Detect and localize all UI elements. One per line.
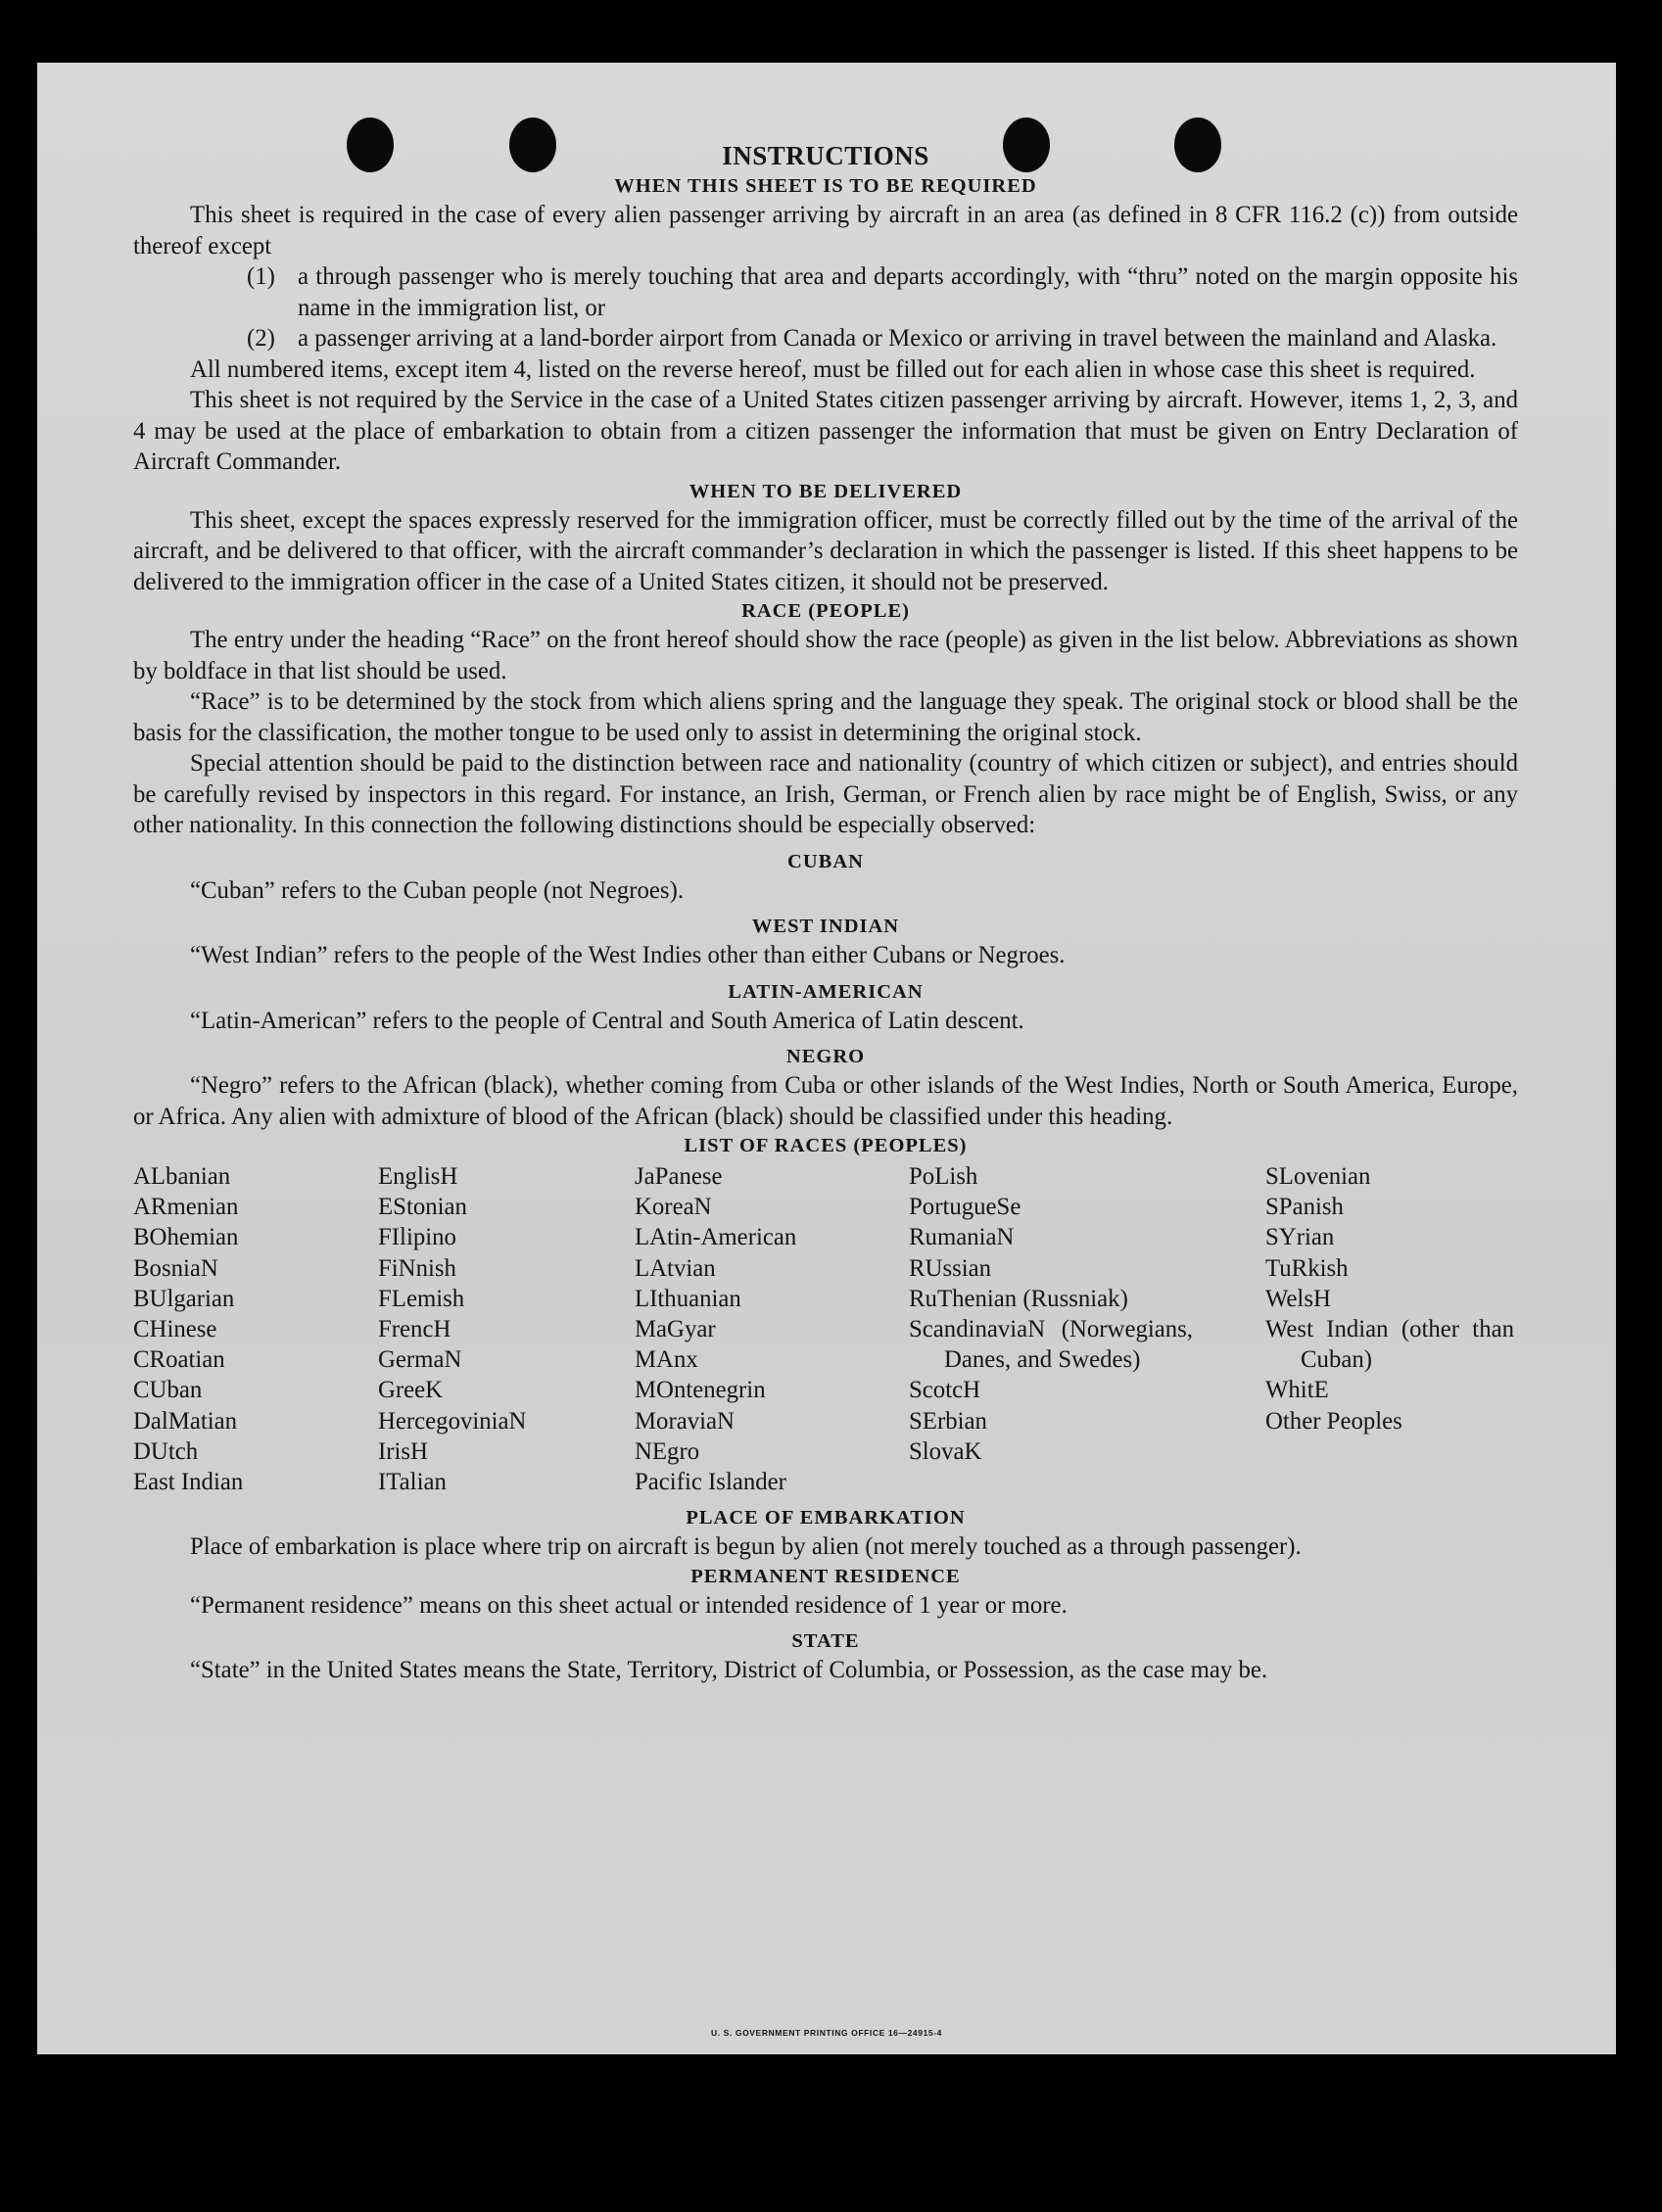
list-item bbox=[133, 261, 1518, 323]
paragraph: Place of embarkation is place where trip on aircraft is begun by alien (not merely touched as a through passenger). bbox=[190, 1533, 1302, 1561]
section-heading-cuban: CUBAN bbox=[787, 850, 864, 872]
race-entry: CHinese bbox=[133, 1316, 217, 1343]
section-heading-embarkation: PLACE OF EMBARKATION bbox=[686, 1507, 966, 1530]
race-entry: RuThenian (Russniak) bbox=[909, 1285, 1128, 1312]
race-entry: West Indian (other than Cuban) bbox=[1265, 1316, 1514, 1374]
race-entry: LAtvian bbox=[635, 1254, 716, 1282]
race-entry: FLemish bbox=[378, 1285, 465, 1312]
race-entry: DUtch bbox=[133, 1437, 199, 1465]
race-entry: PoLish bbox=[909, 1163, 978, 1190]
race-entry: NEgro bbox=[635, 1437, 700, 1465]
race-entry: ScotcH bbox=[909, 1377, 980, 1404]
race-column bbox=[378, 1161, 635, 1497]
race-entry: EnglisH bbox=[378, 1163, 458, 1190]
race-entry: ALbanian bbox=[133, 1163, 231, 1190]
race-entry: TuRkish bbox=[1265, 1254, 1349, 1282]
race-column bbox=[133, 1161, 378, 1497]
race-entry: East Indian bbox=[133, 1469, 244, 1496]
race-entry: SLovenian bbox=[1265, 1163, 1371, 1190]
race-entry: FIlipino bbox=[378, 1224, 456, 1251]
section-heading-latin-american: LATIN-AMERICAN bbox=[728, 980, 924, 1003]
race-entry: WhitE bbox=[1265, 1377, 1329, 1404]
race-entry: CUban bbox=[133, 1377, 203, 1404]
race-column bbox=[635, 1161, 909, 1497]
paragraph: “Cuban” refers to the Cuban people (not Negroes). bbox=[190, 876, 685, 904]
race-entry: KoreaN bbox=[635, 1194, 712, 1221]
race-entry: FrencH bbox=[378, 1316, 451, 1343]
paragraph: The entry under the heading “Race” on the front hereof should show the race (people) as given in the list below. Abbreviations as shown by boldface in that list should be used. bbox=[133, 627, 1518, 684]
paragraph: “State” in the United States means the State, Territory, District of Columbia, or Possession, as the case may be. bbox=[190, 1657, 1268, 1684]
race-entry: GreeK bbox=[378, 1377, 444, 1404]
race-entry: JaPanese bbox=[635, 1163, 723, 1190]
race-entry: SPanish bbox=[1265, 1194, 1344, 1221]
race-entry: DalMatian bbox=[133, 1407, 238, 1435]
list-item bbox=[133, 323, 1518, 354]
race-column bbox=[909, 1161, 1193, 1497]
race-entry: SlovaK bbox=[909, 1437, 982, 1465]
race-entry: SErbian bbox=[909, 1407, 987, 1435]
section-heading-race: RACE (PEOPLE) bbox=[741, 600, 910, 622]
race-column bbox=[1265, 1161, 1514, 1497]
race-entry: MoraviaN bbox=[635, 1407, 735, 1435]
printer-imprint: U. S. GOVERNMENT PRINTING OFFICE 16—24915-4 bbox=[711, 2028, 942, 2038]
paragraph: All numbered items, except item 4, listed on the reverse hereof, must be filled out for each alien in whose case this sheet is required. bbox=[190, 355, 1476, 383]
race-entry: ITalian bbox=[378, 1469, 447, 1496]
race-entry: RUssian bbox=[909, 1254, 992, 1282]
paragraph: This sheet, except the spaces expressly reserved for the immigration officer, must be correctly filled out by the time of the arrival of the aircraft, and be delivered to that officer, with the aircraft commander’s declaration in which the passenger is listed. If this sheet happens to be delivered to the immigration officer in the case of a United States citizen, it should not be preserved. bbox=[133, 506, 1518, 595]
paragraph: This sheet is required in the case of every alien passenger arriving by aircraft in an area (as defined in 8 CFR 116.2 (c)) from outside thereof except bbox=[133, 202, 1518, 259]
race-entry: EStonian bbox=[378, 1194, 467, 1221]
section-heading-negro: NEGRO bbox=[785, 1046, 866, 1067]
section-heading-list-of-races: LIST OF RACES (PEOPLES) bbox=[684, 1135, 968, 1156]
instructions-body bbox=[133, 139, 1518, 1686]
race-entry: MaGyar bbox=[635, 1316, 716, 1343]
race-entry: MOntenegrin bbox=[635, 1377, 766, 1404]
race-entry: GermaN bbox=[378, 1346, 462, 1374]
page-title: INSTRUCTIONS bbox=[722, 141, 929, 170]
race-entry: LIthuanian bbox=[635, 1285, 741, 1312]
item-number: (1) bbox=[247, 263, 275, 290]
item-number: (2) bbox=[247, 325, 275, 352]
race-entry: BOhemian bbox=[133, 1224, 239, 1251]
paragraph: Special attention should be paid to the distinction between race and nationality (country of which citizen or subject), and entries should be carefully revised by inspectors in this regard. For instance, an Irish, German, or French alien by race might be of English, Swiss, or any other nationality. In this connection the following distinctions should be especially observed: bbox=[133, 750, 1518, 838]
paragraph: “Permanent residence” means on this sheet actual or intended residence of 1 year or more. bbox=[190, 1591, 1068, 1619]
paragraph: “Race” is to be determined by the stock from which aliens spring and the language they speak. The original stock or blood shall be the basis for the classification, the mother tongue to be used only to assist in determining the original stock. bbox=[133, 688, 1518, 746]
race-entry: MAnx bbox=[635, 1346, 698, 1374]
race-entry: Pacific Islander bbox=[635, 1469, 786, 1496]
paragraph: This sheet is not required by the Service in the case of a United States citizen passenger arriving by aircraft. However, items 1, 2, 3, and 4 may be used at the place of embarkation to obtain from a citizen passenger the information that must be given on Entry Declaration of Aircraft Commander. bbox=[133, 387, 1518, 475]
item-text: a passenger arriving at a land-border airport from Canada or Mexico or arriving in travel between the mainland and Alaska. bbox=[298, 325, 1497, 352]
race-entry: IrisH bbox=[378, 1437, 428, 1465]
section-heading-west-indian: WEST INDIAN bbox=[751, 916, 900, 937]
race-entry: BosniaN bbox=[133, 1254, 218, 1282]
item-text: a through passenger who is merely touching that area and departs accordingly, with “thru” noted on the margin opposite his name in the immigration list, or bbox=[298, 263, 1518, 321]
race-entry: SYrian bbox=[1265, 1224, 1335, 1251]
paragraph: “Latin-American” refers to the people of Central and South America of Latin descent. bbox=[190, 1007, 1024, 1034]
section-heading-state: STATE bbox=[791, 1630, 860, 1653]
race-entry: FiNnish bbox=[378, 1254, 456, 1282]
section-heading-when-required: WHEN THIS SHEET IS TO BE REQUIRED bbox=[614, 175, 1037, 197]
race-entry: HercegoviniaN bbox=[378, 1407, 527, 1435]
section-heading-residence: PERMANENT RESIDENCE bbox=[690, 1565, 961, 1587]
race-entry: ARmenian bbox=[133, 1194, 239, 1221]
document-page bbox=[37, 63, 1616, 2054]
race-entry: BUlgarian bbox=[133, 1285, 235, 1312]
race-entry: PortugueSe bbox=[909, 1194, 1021, 1221]
race-entry: ScandinaviaN (Norwegians, Danes, and Swedes) bbox=[909, 1316, 1193, 1374]
section-heading-when-delivered: WHEN TO BE DELIVERED bbox=[689, 480, 963, 502]
race-entry: CRoatian bbox=[133, 1346, 225, 1374]
race-entry: WelsH bbox=[1265, 1285, 1331, 1312]
paragraph: “West Indian” refers to the people of the West Indies other than either Cubans or Negroes. bbox=[190, 942, 1066, 968]
paragraph: “Negro” refers to the African (black), whether coming from Cuba or other islands of the West Indies, North or South America, Europe, or Africa. Any alien with admixture of blood of the African (black) should be classified under this heading. bbox=[133, 1072, 1518, 1130]
race-entry: LAtin-American bbox=[635, 1224, 797, 1251]
race-entry: RumaniaN bbox=[909, 1224, 1015, 1251]
race-list bbox=[133, 1161, 1518, 1497]
race-entry: Other Peoples bbox=[1265, 1407, 1402, 1435]
